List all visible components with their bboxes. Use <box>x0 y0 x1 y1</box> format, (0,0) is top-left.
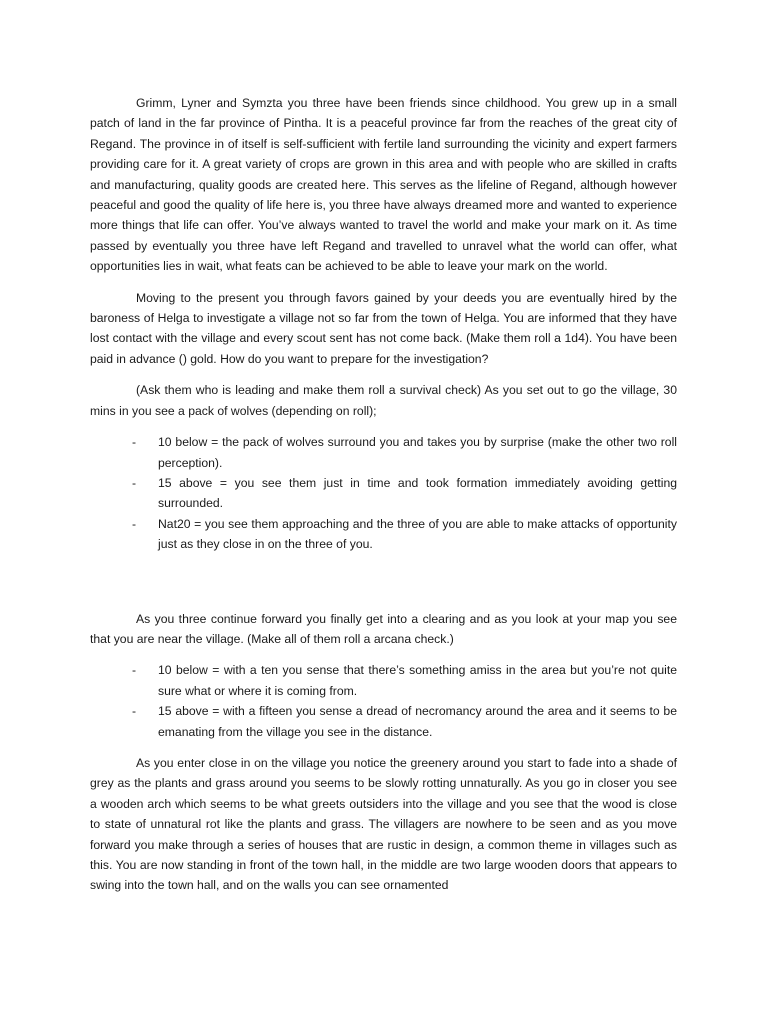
arcana-roll-list <box>90 660 677 742</box>
list-dash: - <box>132 516 137 531</box>
list-item-text: 10 below = with a ten you sense that there’s something amiss in the area but you’re not quite sure what or where it is coming from. <box>158 663 677 698</box>
paragraph-hired: Moving to the present you through favors gained by your deeds you are eventually hired by the baroness of Helga to investigate a village not so far from the town of Helga. You are informed that they have lost contact with the village and every scout sent has not come back. (Make them roll a 1d4). You have been paid in advance () gold. How do you want to prepare for the investigation? <box>90 290 677 366</box>
list-item <box>90 432 677 473</box>
list-dash: - <box>132 475 137 490</box>
list-item <box>90 473 677 514</box>
list-item-text: 10 below = the pack of wolves surround you and takes you by surprise (make the other two roll perception). <box>158 435 677 470</box>
paragraph-village: As you enter close in on the village you notice the greenery around you start to fade into a shade of grey as the plants and grass around you seems to be slowly rotting unnaturally. As you go in closer you see a wooden arch which seems to be what greets outsiders into the village and you see that the wood is close to state of unnatural rot like the plants and grass. The villagers are nowhere to be seen and as you move forward you make through a series of houses that are rustic in design, a common theme in villages such as this. You are now standing in front of the town hall, in the middle are two large wooden doors that appears to swing into the town hall, and on the walls you can see ornamented <box>90 755 677 893</box>
list-item <box>90 514 677 555</box>
wolves-roll-list <box>90 432 677 554</box>
section-spacer <box>90 566 677 609</box>
list-dash: - <box>132 704 137 719</box>
paragraph-clearing: As you three continue forward you finally get into a clearing and as you look at your map you see that you are near the village. (Make all of them roll a arcana check.) <box>90 611 677 646</box>
list-item <box>90 701 677 742</box>
list-item-text: Nat20 = you see them approaching and the three of you are able to make attacks of opportunity just as they close in on the three of you. <box>158 516 677 552</box>
document-page <box>90 93 677 907</box>
list-item <box>90 660 677 701</box>
list-item-text: 15 above = with a fifteen you sense a dread of necromancy around the area and it seems to be emanating from the village you see in the distance. <box>158 704 677 739</box>
list-dash: - <box>132 663 137 678</box>
list-item-text: 15 above = you see them just in time and took formation immediately avoiding getting surrounded. <box>158 475 677 511</box>
list-dash: - <box>132 435 137 450</box>
paragraph-wolves: (Ask them who is leading and make them roll a survival check) As you set out to go the village, 30 mins in you see a pack of wolves (depending on roll); <box>90 383 677 418</box>
paragraph-intro: Grimm, Lyner and Symzta you three have been friends since childhood. You grew up in a small patch of land in the far province of Pintha. It is a peaceful province far from the reaches of the great city of Regand. The province in of itself is self-sufficient with fertile land surrounding the vicinity and expert farmers providing care for it. A great variety of crops are grown in this area and with people who are skilled in crafts and manufacturing, quality goods are created here. This serves as the lifeline of Regand, although however peaceful and good the quality of life here is, you three have always dreamed more and wanted to experience more things that life can offer. You’ve always wanted to travel the world and make your mark on it. As time passed by eventually you three have left Regand and travelled to unravel what the world can offer, what opportunities lies in wait, what feats can be achieved to be able to leave your mark on the world. <box>90 96 677 274</box>
